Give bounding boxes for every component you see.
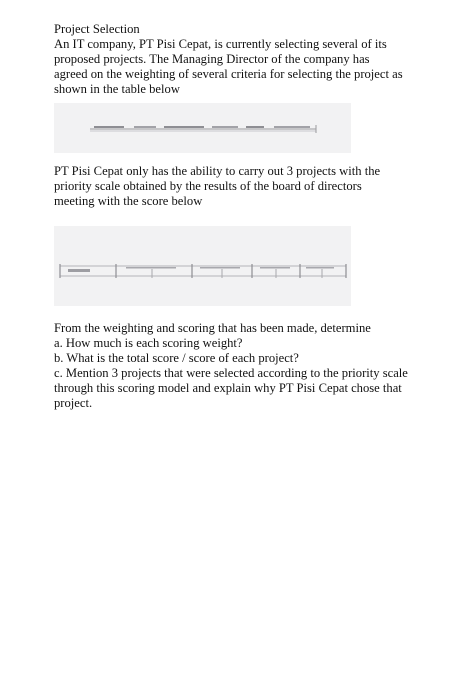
scoring-table-graphic — [54, 226, 351, 306]
questions-section — [54, 321, 414, 411]
question-b: b. What is the total score / score of each project? — [54, 351, 299, 365]
capacity-section — [54, 164, 404, 209]
intro-paragraph: An IT company, PT Pisi Cepat, is currently selecting several of its proposed projects. The Managing Director of the company has agreed on the weighting of several criteria for selecting the project as shown in the table below — [54, 37, 403, 96]
weighting-table-image — [54, 103, 351, 153]
question-a: a. How much is each scoring weight? — [54, 336, 243, 350]
question-c: c. Mention 3 projects that were selected according to the priority scale through this scoring model and explain why PT Pisi Cepat chose that project. — [54, 366, 408, 410]
questions-list — [54, 336, 414, 411]
scoring-table-image — [54, 226, 351, 306]
document-body — [54, 22, 404, 97]
document-title: Project Selection — [54, 22, 140, 36]
capacity-paragraph: PT Pisi Cepat only has the ability to carry out 3 projects with the priority scale obtained by the results of the board of directors meeting with the score below — [54, 164, 381, 208]
weighting-table-graphic — [54, 103, 351, 153]
questions-lead: From the weighting and scoring that has been made, determine — [54, 321, 371, 335]
